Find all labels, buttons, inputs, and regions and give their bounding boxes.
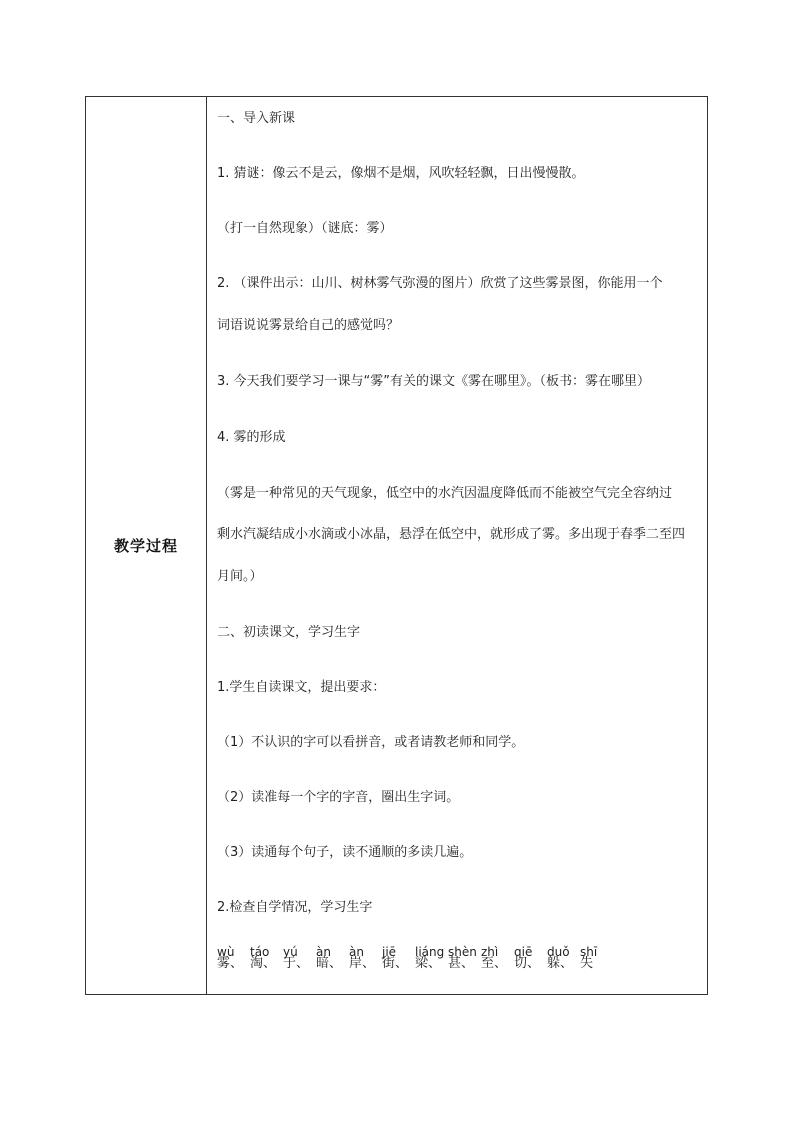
character-0: 雾、 [217, 956, 244, 971]
fog-formation-heading: 4. 雾的形成 [217, 430, 286, 445]
character-1: 淘、 [250, 956, 277, 971]
character-10: 躲、 [547, 956, 574, 971]
pinyin-8: zhì [481, 945, 499, 959]
lesson-plan-table [85, 96, 708, 995]
heading-intro: 一、导入新课 [217, 111, 296, 126]
pinyin-10: duǒ [547, 945, 570, 959]
character-7: 甚、 [448, 956, 475, 971]
fog-description-line-3: 月间。） [217, 569, 263, 584]
pinyin-0: wù [217, 945, 235, 959]
pinyin-9: qiē [514, 945, 533, 959]
character-2: 于、 [283, 956, 310, 971]
pinyin-5: jiē [382, 945, 397, 959]
fog-description-line-2: 剩水汽凝结成小水滴或小冰晶，悬浮在低空中，就形成了雾。多出现于春季二至四 [217, 527, 686, 542]
requirement-3: （3）读通每个句子，读不通顺的多读几遍。 [217, 845, 473, 860]
pinyin-3: àn [316, 945, 331, 959]
character-11: 失 [580, 956, 594, 971]
pinyin-2: yú [283, 945, 298, 959]
character-pinyin-row [217, 945, 617, 975]
character-8: 至、 [481, 956, 508, 971]
pinyin-7: shèn [448, 945, 477, 959]
pinyin-6: liáng [415, 945, 445, 959]
character-5: 街、 [382, 956, 409, 971]
check-study-line: 2.检查自学情况，学习生字 [217, 900, 373, 915]
courseware-line-1: 2. （课件出示：山川、树林雾气弥漫的图片）欣赏了这些雾景图，你能用一个 [217, 276, 663, 291]
character-9: 切、 [514, 956, 541, 971]
label-cell [86, 97, 207, 994]
character-4: 岸、 [349, 956, 376, 971]
pinyin-11: shī [580, 945, 598, 959]
self-reading-line: 1.学生自读课文，提出要求： [217, 680, 386, 695]
riddle-line: 1. 猜谜：像云不是云，像烟不是烟，风吹轻轻飘，日出慢慢散。 [217, 166, 585, 181]
section-label: 教学过程 [113, 537, 178, 555]
courseware-line-2: 词语说说雾景给自己的感觉吗？ [217, 318, 400, 333]
fog-description-line-1: （雾是一种常见的天气现象，低空中的水汽因温度降低而不能被空气完全容纳过 [217, 486, 673, 501]
character-3: 暗、 [316, 956, 343, 971]
requirement-1: （1）不认识的字可以看拼音，或者请教老师和同学。 [217, 735, 525, 750]
riddle-answer-line: （打一自然现象）（谜底：雾） [217, 221, 393, 236]
requirement-2: （2）读准每一个字的字音，圈出生字词。 [217, 790, 460, 805]
pinyin-4: àn [349, 945, 364, 959]
heading-first-reading: 二、初读课文，学习生字 [217, 625, 361, 640]
content-cell [207, 97, 707, 994]
today-lesson-line: 3. 今天我们要学习一课与“雾”有关的课文《雾在哪里》。（板书：雾在哪里） [217, 374, 651, 389]
character-6: 梁、 [415, 956, 442, 971]
pinyin-1: táo [250, 945, 270, 959]
